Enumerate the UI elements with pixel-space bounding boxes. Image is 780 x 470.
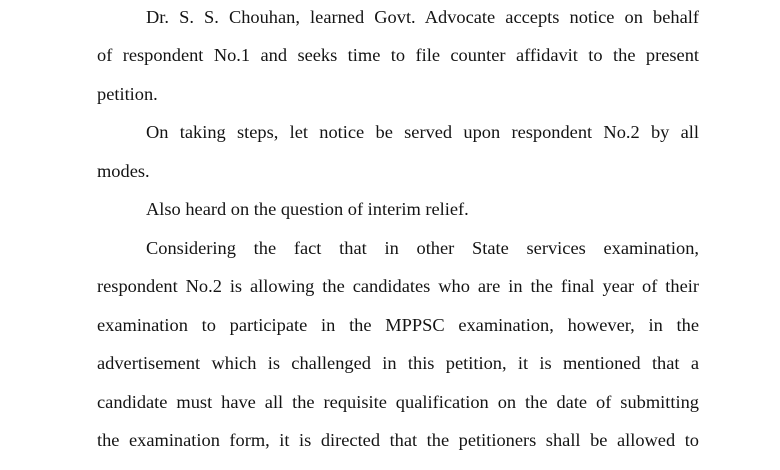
paragraph-4-line-5: candidate must have all the requisite qualification on the date of submitting bbox=[97, 392, 699, 412]
paragraph-4-line-6: the examination form, it is directed that the petitioners shall be allowed to bbox=[97, 430, 699, 450]
paragraph-4-line-3: examination to participate in the MPPSC examination, however, in the bbox=[97, 315, 699, 335]
paragraph-2-line-2: modes. bbox=[97, 161, 150, 181]
paragraph-1-line-1: Dr. S. S. Chouhan, learned Govt. Advocate accepts notice on behalf bbox=[146, 7, 699, 27]
paragraph-2-line-1: On taking steps, let notice be served upon respondent No.2 by all bbox=[146, 122, 699, 142]
paragraph-1-line-2: of respondent No.1 and seeks time to file counter affidavit to the present bbox=[97, 45, 699, 65]
paragraph-4-line-4: advertisement which is challenged in this petition, it is mentioned that a bbox=[97, 353, 699, 373]
paragraph-4-line-2: respondent No.2 is allowing the candidates who are in the final year of their bbox=[97, 276, 699, 296]
paragraph-1-line-3: petition. bbox=[97, 84, 158, 104]
paragraph-3-line-1: Also heard on the question of interim relief. bbox=[146, 199, 469, 219]
paragraph-4-line-1: Considering the fact that in other State services examination, bbox=[146, 238, 699, 258]
